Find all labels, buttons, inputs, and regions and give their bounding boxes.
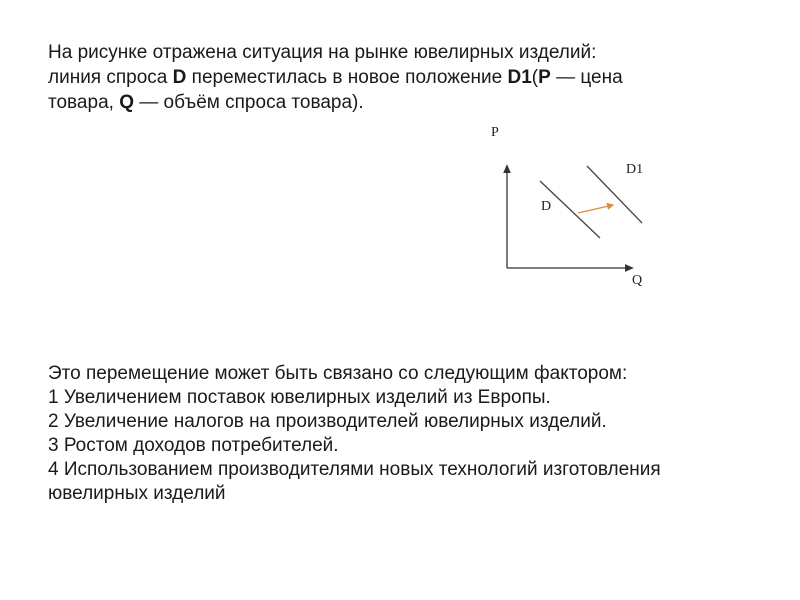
diagram-canvas <box>470 118 670 298</box>
intro-line-3-pre: товара, <box>48 92 120 113</box>
demand-shift-diagram <box>470 118 670 298</box>
question-prompt: Это перемещение может быть связано со следующим фактором: <box>48 363 628 384</box>
shift-arrow <box>578 205 613 213</box>
symbol-p: P <box>538 67 551 88</box>
intro-text <box>48 40 758 115</box>
intro-line-2-mid: переместилась в новое положение <box>186 67 508 88</box>
axis-q-label: Q <box>632 273 643 288</box>
intro-line-3 <box>48 90 758 115</box>
symbol-q: Q <box>119 92 134 113</box>
intro-line-2-pre: линия спроса <box>48 67 173 88</box>
intro-line-1-text: На рисунке отражена ситуация на рынке ювелирных изделий: <box>48 42 597 63</box>
symbol-d: D <box>172 67 187 88</box>
answer-option-4: 4 Использованием производителями новых технологий изготовления ювелирных изделий <box>48 459 661 504</box>
curve-d-label: D <box>541 199 552 214</box>
answer-option-2: 2 Увеличение налогов на производителей ювелирных изделий. <box>48 411 607 432</box>
symbol-d1: D1 <box>507 67 532 88</box>
intro-line-1 <box>48 40 758 65</box>
axis-p-label: P <box>491 125 499 140</box>
question-block <box>48 362 758 506</box>
intro-line-3-post: — объём спроса товара). <box>133 92 364 113</box>
intro-line-2-post: — цена <box>550 67 623 88</box>
intro-line-2 <box>48 65 758 90</box>
answer-option-3: 3 Ростом доходов потребителей. <box>48 435 339 456</box>
curve-d1-label: D1 <box>626 162 644 177</box>
answer-option-1: 1 Увеличением поставок ювелирных изделий из Европы. <box>48 387 551 408</box>
intro-line-2-paren: ( <box>531 67 539 88</box>
